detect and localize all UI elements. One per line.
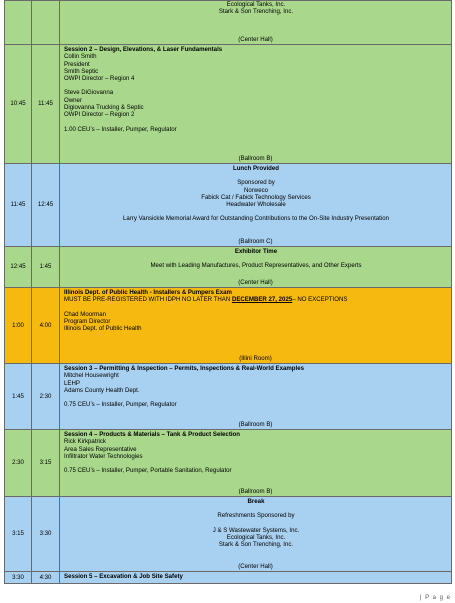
ceu-line: 1.00 CEU’s – Installer, Pumper, Regulator xyxy=(64,125,177,133)
sponsor-block xyxy=(60,1,452,45)
start-time: 2:30 xyxy=(5,430,32,497)
session-cell xyxy=(60,247,452,288)
presenter-line: Smith Septic xyxy=(64,67,99,75)
presenter-line: OWPI Director – Region 2 xyxy=(64,111,135,119)
start-time xyxy=(5,1,32,45)
ceu-line: 0.75 CEU’s – Installer, Pumper, Portable Sanitation, Regulator xyxy=(64,467,232,475)
start-time: 10:45 xyxy=(5,45,32,164)
presenter-line: Infiltrator Water Technologies xyxy=(64,452,143,460)
schedule-row xyxy=(5,164,452,247)
presenter-line: Mitchel Housewright xyxy=(64,372,119,380)
session-desc: Meet with Leading Manufactures, Product Representatives, and Other Experts xyxy=(150,262,362,270)
session-cell xyxy=(60,288,452,364)
sponsor-line: Ecological Tanks, Inc. xyxy=(226,1,286,8)
end-time: 12:45 xyxy=(32,164,60,247)
schedule-row xyxy=(5,572,452,584)
session-cell xyxy=(60,497,452,572)
room-label: (Center Hall) xyxy=(238,562,273,570)
sponsor-line: Stark & Son Trenching, Inc. xyxy=(218,8,294,16)
presenter-line: Area Sales Representative xyxy=(64,445,137,453)
session-cell xyxy=(60,45,452,164)
sponsored-by: Sponsored by xyxy=(237,179,275,187)
session-cell xyxy=(60,572,452,584)
presenter-line: Rick Kirkpatrick xyxy=(64,438,106,446)
start-time: 1:45 xyxy=(5,364,32,430)
sponsor-line: Ecological Tanks, Inc. xyxy=(226,533,286,541)
end-time: 4:00 xyxy=(32,288,60,364)
schedule-row xyxy=(5,288,452,364)
session-cell xyxy=(60,164,452,247)
schedule-row xyxy=(5,430,452,497)
schedule-row xyxy=(5,1,452,45)
room-label: (Ballroom B) xyxy=(238,154,273,162)
end-time: 11:45 xyxy=(32,45,60,164)
start-time: 11:45 xyxy=(5,164,32,247)
presenter-line: Program Director xyxy=(64,317,111,325)
session-title: Illinois Dept. of Public Health - Installers & Pumpers Exam xyxy=(64,289,232,296)
end-time: 3:30 xyxy=(32,497,60,572)
end-time xyxy=(32,1,60,45)
sponsor-line: Stark & Son Trenching, Inc. xyxy=(218,541,294,549)
presenter-line: Digiovanna Trucking & Septic xyxy=(64,104,144,112)
presenter-line: OWPI Director – Region 4 xyxy=(64,75,135,83)
session-title: Lunch Provided xyxy=(232,165,280,172)
session-title: Session 5 – Excavation & Job Site Safety xyxy=(64,573,183,580)
sponsor-line: J & S Wastewater Systems, Inc. xyxy=(212,526,300,534)
schedule-row xyxy=(5,247,452,288)
session-title: Session 2 – Design, Elevations, & Laser Fundamentals xyxy=(64,46,223,53)
start-time: 12:45 xyxy=(5,247,32,288)
end-time: 2:30 xyxy=(32,364,60,430)
presenter-line: Illinois Dept. of Public Health xyxy=(64,325,142,333)
sponsored-by: Refreshments Sponsored by xyxy=(217,512,295,520)
session-title: Break xyxy=(247,498,265,505)
presenter-line: Adams County Health Dept. xyxy=(64,386,140,394)
room-label: (Ballroom B) xyxy=(238,420,273,428)
presenter-line: Owner xyxy=(64,96,82,104)
schedule-row xyxy=(5,45,452,164)
ceu-line: 0.75 CEU’s – Installer, Pumper, Regulator xyxy=(64,401,177,409)
presenter-line: Chad Moorman xyxy=(64,310,106,318)
end-time: 4:30 xyxy=(32,572,60,584)
presenter-line: Steve DiGiovanna xyxy=(64,89,114,97)
registration-deadline: DECEMBER 27, 2025 xyxy=(231,296,293,304)
session-cell xyxy=(60,364,452,430)
room-label: (Center Hall) xyxy=(238,278,273,286)
start-time: 3:15 xyxy=(5,497,32,572)
presenter-line: Collin Smith xyxy=(64,53,97,61)
room-label: (Illini Room) xyxy=(239,354,272,362)
session-title: Exhibitor Time xyxy=(234,248,278,255)
schedule-table xyxy=(4,0,452,584)
room-label: (Ballroom B) xyxy=(238,487,273,495)
sponsor-line: Headwater Wholesale xyxy=(226,201,286,209)
end-time: 1:45 xyxy=(32,247,60,288)
page-footer: | P a g e xyxy=(419,595,451,601)
session-cell xyxy=(60,430,452,497)
presenter-line: President xyxy=(64,60,90,68)
start-time: 3:30 xyxy=(5,572,32,584)
start-time: 1:00 xyxy=(5,288,32,364)
sponsor-line: Norweco xyxy=(243,186,269,194)
award-line: Larry Vansickle Memorial Award for Outstanding Contributions to the On-Site Industry Presentation xyxy=(123,215,389,223)
sponsor-line: Fabick Cat / Fabick Technology Services xyxy=(201,193,311,201)
end-time: 3:15 xyxy=(32,430,60,497)
session-title: Session 3 – Permitting & Inspection – Permits, Inspections & Real-World Examples xyxy=(64,365,304,372)
schedule-row xyxy=(5,364,452,430)
presenter-line: LEHP xyxy=(64,379,80,387)
schedule-row xyxy=(5,497,452,572)
room-label: (Ballroom C) xyxy=(238,237,273,245)
session-title: Session 4 – Products & Materials – Tank & Product Selection xyxy=(64,431,240,438)
room-label: (Center Hall) xyxy=(238,35,273,43)
registration-note: MUST BE PRE-REGISTERED WITH IDPH NO LATER THAN DECEMBER 27, 2025– NO EXCEPTIONS xyxy=(64,296,348,304)
